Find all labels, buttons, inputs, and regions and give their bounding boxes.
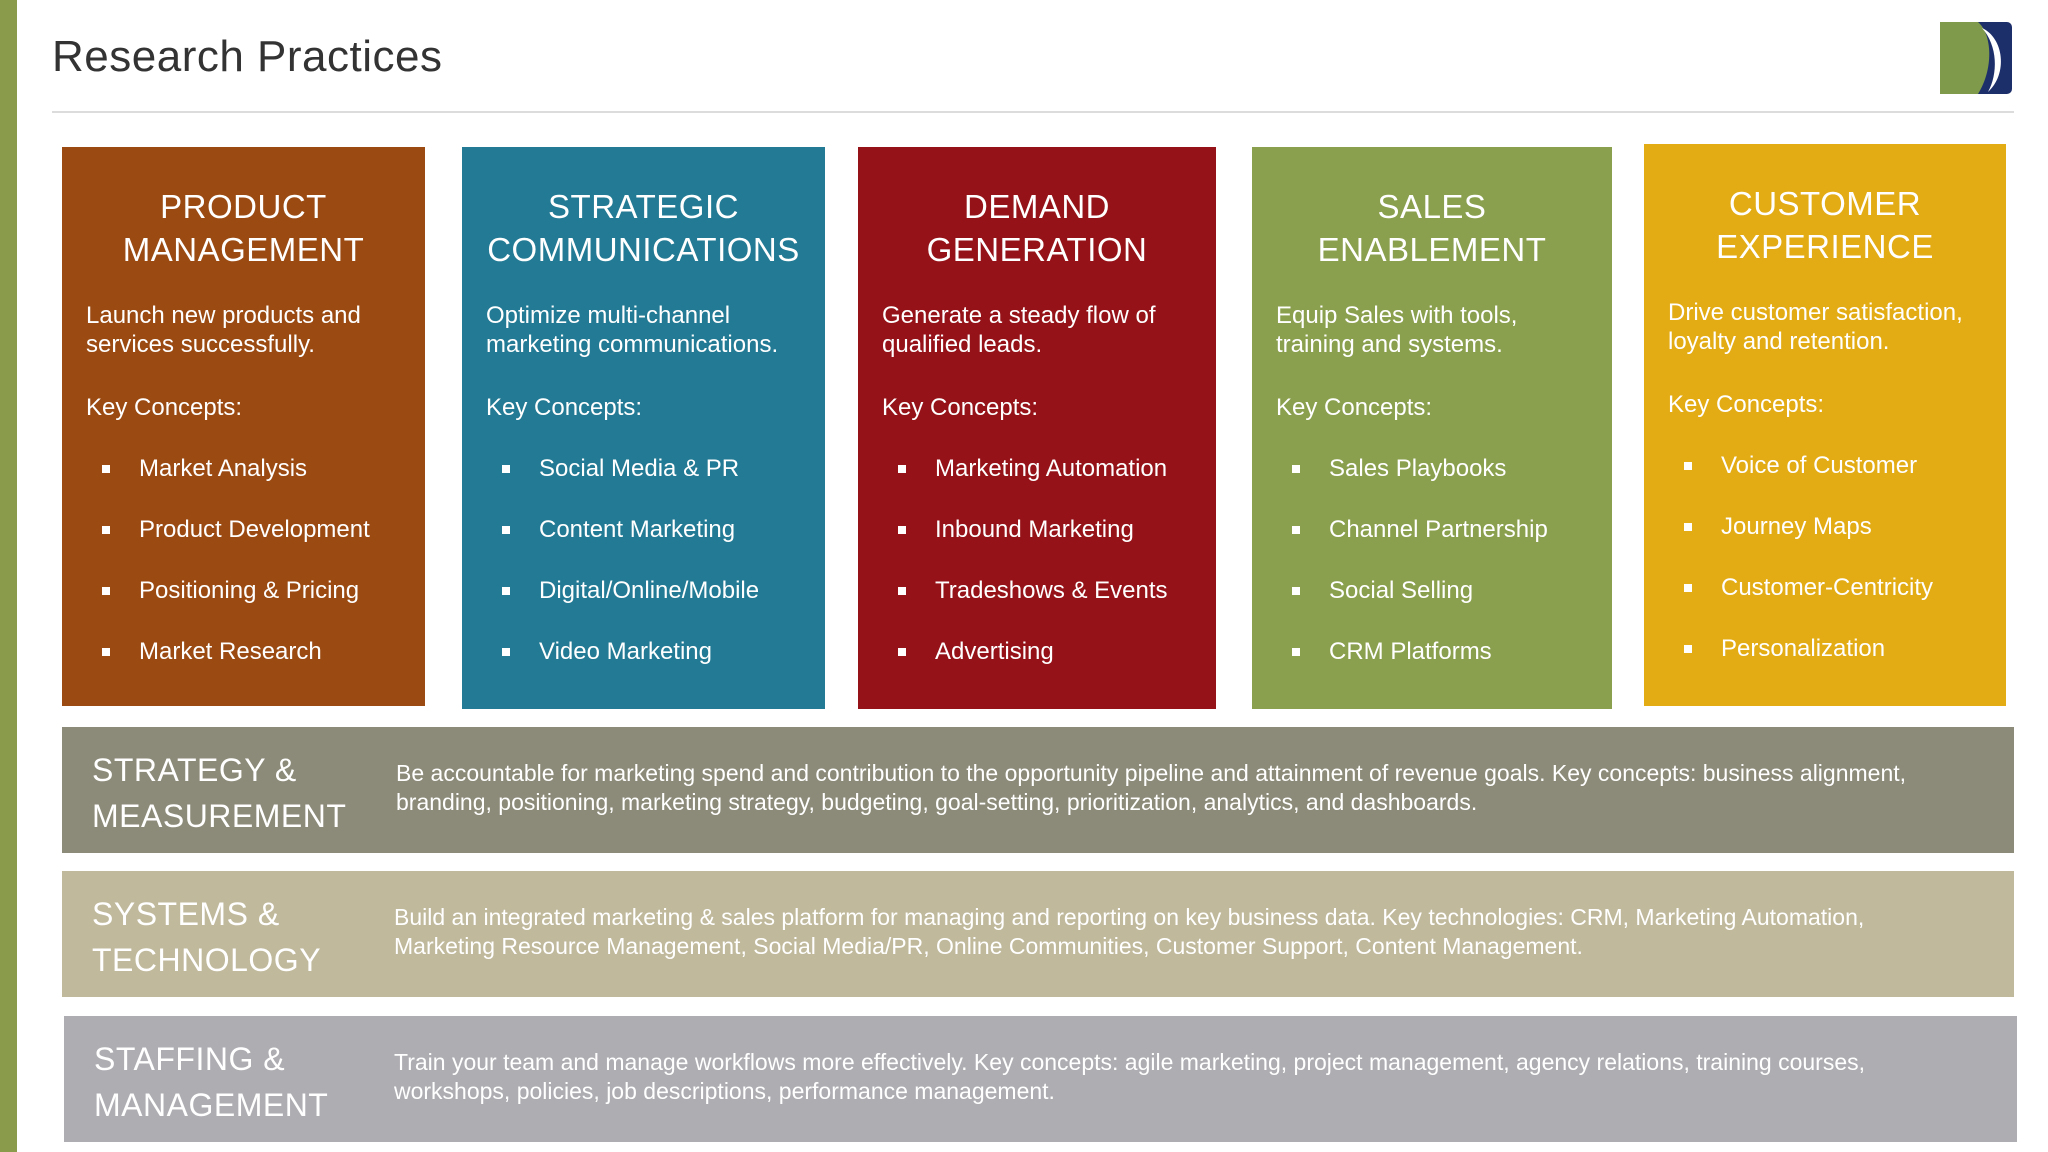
title-divider (52, 111, 2014, 113)
bullet-icon (102, 465, 110, 473)
list-item: Sales Playbooks (1276, 454, 1588, 483)
band-description: Be accountable for marketing spend and contribution to the opportunity pipeline and attainment of revenue goals. Key concepts: business alignment, branding, positioning, marketing strategy, budgeting, goal-setting, prioritization, analytics, and dashboards. (396, 760, 1907, 815)
band-title: STAFFING & MANAGEMENT (94, 1041, 329, 1123)
list-item: Social Selling (1276, 576, 1588, 605)
list-item: Personalization (1668, 634, 1982, 663)
band-staffing-management (64, 1016, 2017, 1142)
page-title: Research Practices (52, 32, 443, 81)
card-description: Optimize multi-channel marketing communications. (486, 302, 779, 358)
band-systems-technology (62, 871, 2014, 997)
left-accent-bar (0, 0, 17, 1152)
list-item: Customer-Centricity (1668, 573, 1982, 602)
key-concepts-label: Key Concepts: (882, 394, 1039, 421)
card-title: CUSTOMER EXPERIENCE (1716, 185, 1934, 265)
band-title: STRATEGY & MEASUREMENT (92, 752, 347, 834)
card-description: Drive customer satisfaction, loyalty and retention. (1668, 299, 1963, 355)
key-concepts-label: Key Concepts: (86, 394, 243, 421)
band-description: Build an integrated marketing & sales platform for managing and reporting on key business data. Key technologies: CRM, Marketing Automation, Marketing Resource Management, Social Media/PR, Online Communities, Customer Support, Content Management. (394, 904, 1865, 959)
list-item: Content Marketing (486, 515, 801, 544)
card-title: PRODUCT MANAGEMENT (122, 188, 365, 268)
key-concepts-label: Key Concepts: (1276, 394, 1433, 421)
bullet-icon (898, 587, 906, 595)
list-item: Tradeshows & Events (882, 576, 1192, 605)
list-item: Advertising (882, 637, 1192, 666)
key-concepts-label: Key Concepts: (1668, 391, 1825, 418)
card-product-management (62, 147, 425, 706)
card-demand-generation (858, 147, 1216, 709)
bullet-icon (1684, 584, 1692, 592)
key-concepts-list (1276, 454, 1588, 666)
list-item: Social Media & PR (486, 454, 801, 483)
bullet-icon (1684, 523, 1692, 531)
card-customer-experience (1644, 144, 2006, 706)
bullet-icon (898, 465, 906, 473)
list-item: Voice of Customer (1668, 451, 1982, 480)
card-description: Equip Sales with tools, training and systems. (1276, 302, 1518, 358)
key-concepts-list (1668, 451, 1982, 663)
card-sales-enablement (1252, 147, 1612, 709)
list-item: Market Research (86, 637, 401, 666)
bullet-icon (1684, 645, 1692, 653)
bullet-icon (502, 648, 510, 656)
list-item: Market Analysis (86, 454, 401, 483)
card-title: DEMAND GENERATION (926, 188, 1148, 268)
bullet-icon (898, 526, 906, 534)
list-item: Digital/Online/Mobile (486, 576, 801, 605)
key-concepts-label: Key Concepts: (486, 394, 643, 421)
list-item: Journey Maps (1668, 512, 1982, 541)
bullet-icon (1292, 526, 1300, 534)
bullet-icon (102, 648, 110, 656)
list-item: Inbound Marketing (882, 515, 1192, 544)
list-item: Channel Partnership (1276, 515, 1588, 544)
bullet-icon (502, 465, 510, 473)
list-item: Marketing Automation (882, 454, 1192, 483)
band-title: SYSTEMS & TECHNOLOGY (92, 896, 322, 978)
bullet-icon (102, 587, 110, 595)
key-concepts-list (486, 454, 801, 666)
list-item: Product Development (86, 515, 401, 544)
band-strategy-measurement (62, 727, 2014, 853)
bullet-icon (898, 648, 906, 656)
list-item: CRM Platforms (1276, 637, 1588, 666)
card-description: Launch new products and services successfully. (86, 302, 361, 358)
band-description: Train your team and manage workflows more effectively. Key concepts: agile marketing, project management, agency relations, training courses, workshops, policies, job descriptions, performance management. (394, 1049, 1866, 1104)
bullet-icon (102, 526, 110, 534)
bullet-icon (502, 587, 510, 595)
key-concepts-list (86, 454, 401, 666)
card-strategic-communications (462, 147, 825, 709)
bullet-icon (1292, 648, 1300, 656)
list-item: Positioning & Pricing (86, 576, 401, 605)
card-title: SALES ENABLEMENT (1317, 188, 1547, 268)
card-description: Generate a steady flow of qualified leads. (882, 302, 1156, 358)
bullet-icon (502, 526, 510, 534)
bullet-icon (1292, 587, 1300, 595)
company-logo-icon (1938, 20, 2014, 96)
bullet-icon (1292, 465, 1300, 473)
bullet-icon (1684, 462, 1692, 470)
card-title: STRATEGIC COMMUNICATIONS (487, 188, 800, 268)
key-concepts-list (882, 454, 1192, 666)
list-item: Video Marketing (486, 637, 801, 666)
